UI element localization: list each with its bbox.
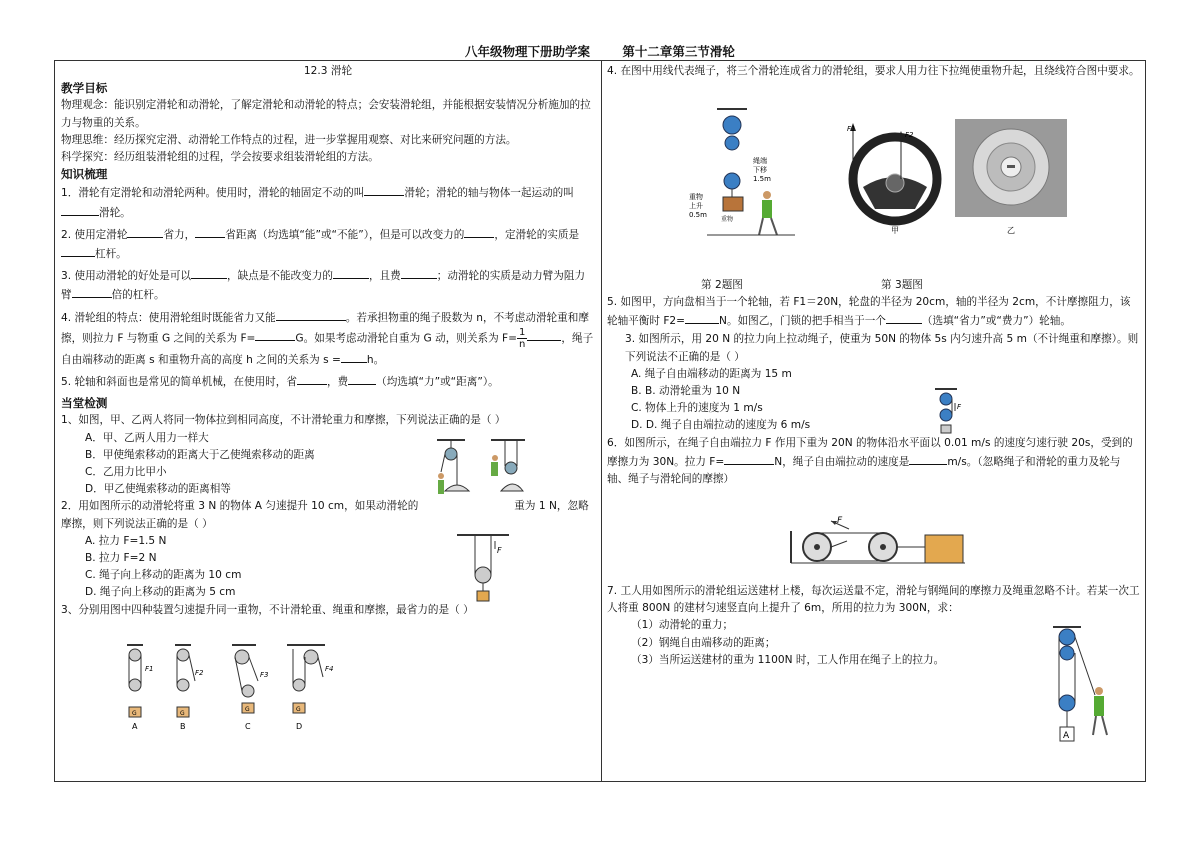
k3-text-d: ；动滑轮的实质是动力臂为阻力臂 <box>61 270 586 302</box>
header-chapter: 第十二章第三节滑轮 <box>622 44 735 59</box>
force-label-f2: F2 <box>905 131 914 139</box>
q3b-option-c: C. 物体上升的速度为 1 m/s <box>631 402 763 415</box>
question-4: 4. 在图中用线代表绳子，将三个滑轮连成省力的滑轮组，要求人用力往下拉绳使重物升起，且绕线符合图中要求。 <box>607 65 1140 77</box>
question-7: 7. 工人用如图所示的滑轮组运送建材上楼，每次运送量不定，滑轮与钢绳间的摩擦力及绳重忽略不计。若某一次工人将重 800N 的建材匀速竖直向上提升了 6m，所用的拉力为 300N，求： <box>607 585 1140 615</box>
right-column <box>607 63 1141 80</box>
k4-text-c: G。如果考虑动滑轮自重为 G 动，则关系为 F= <box>295 332 518 345</box>
blank-field[interactable] <box>61 203 99 216</box>
fig2-label: 1.5m <box>753 175 771 183</box>
fig-q3b-pulley <box>931 387 971 437</box>
k5-text-b: ，费 <box>326 376 349 389</box>
label-a: A <box>132 722 138 731</box>
k3-text-b: ，缺点是不能改变力的 <box>227 270 333 283</box>
q5-text-a: 5. 如图甲，方向盘相当于一个轮轴，若 F1＝20N，轮盘的半径为 20cm，轴的半径为 2cm，不计摩擦阻力，该轮轴平衡时 F2= <box>607 296 1131 328</box>
k5-text-c: （均选填“力”或“距离”）。 <box>376 376 499 389</box>
blank-field[interactable] <box>195 225 225 238</box>
setup-c <box>232 645 268 731</box>
label-b: B <box>180 722 186 731</box>
q3-four-pulleys-figure <box>125 641 375 731</box>
k4-text-d: ，绳子自由端移动的距离 s 和重物升高的高度 h 之间的关系为 s = <box>61 332 594 366</box>
caption-fig2: 第 2题图 <box>701 279 743 291</box>
fig2-label: 下移 <box>753 166 767 174</box>
k2-text-a: 2. 使用定滑轮 <box>61 228 128 241</box>
q2-option-b: B. 拉力 F=2 N <box>85 552 157 565</box>
force-label-f1: F1 <box>847 125 856 133</box>
fig6-horizontal-pulley <box>787 513 967 571</box>
column-divider <box>601 61 602 781</box>
k2-text-d: ，定滑轮的实质是 <box>494 228 580 241</box>
q1-option-d: D．甲乙使绳索移动的距离相等 <box>85 483 231 496</box>
worksheet-frame <box>54 60 1146 782</box>
knowledge-2 <box>61 225 595 263</box>
fig2-label: 0.5m <box>689 211 707 219</box>
blank-field[interactable] <box>527 328 561 341</box>
q1-option-c: C．乙用力比甲小 <box>85 466 167 479</box>
test-heading: 当堂检测 <box>61 396 108 411</box>
q7-sub-3: （3）当所运送建材的重为 1100N 时，工人作用在绳子上的拉力。 <box>631 653 945 666</box>
k3-text-c: ，且费 <box>368 270 401 283</box>
caption-fig3: 第 3题图 <box>881 279 923 291</box>
q1-pulley-figure <box>433 436 533 506</box>
fig3-steering-wheel <box>845 117 955 237</box>
weight-label: G <box>180 710 185 717</box>
goals-heading: 教学目标 <box>61 81 108 96</box>
q2-text-b: 重为 1 N，忽略摩擦，则下列说法正确的是（ ） <box>61 500 589 530</box>
fig2-pulley-person <box>687 105 817 265</box>
blank-field[interactable] <box>72 285 112 298</box>
question-3: 3、分别用图中四种装置匀速提升同一重物，不计滑轮重、绳重和摩擦，最省力的是（ ） <box>61 603 474 616</box>
blank-field[interactable] <box>724 452 774 465</box>
fraction-denominator: n <box>519 338 526 350</box>
blank-field[interactable] <box>401 266 437 279</box>
k1-text-b: 滑轮；滑轮的轴与物体一起运动的叫 <box>404 187 574 200</box>
blank-field[interactable] <box>191 266 227 279</box>
q2-option-c: C. 绳子向上移动的距离为 10 cm <box>85 569 242 582</box>
label-c: C <box>245 722 251 731</box>
right-column-lower <box>607 294 1141 488</box>
q7-sub-1: （1）动滑轮的重力； <box>631 619 734 632</box>
q2-movable-pulley-figure <box>455 531 525 621</box>
k3-text-e: 倍的杠杆。 <box>111 289 165 302</box>
q3b-option-d: D. D. 绳子自由端拉动的速度为 6 m/s <box>631 419 811 432</box>
fig2-label: 上升 <box>689 202 703 210</box>
fig2-label: 重物 <box>721 216 734 223</box>
force-label-f2: F2 <box>195 669 204 677</box>
q6-text-a: 6．如图所示，在绳子自由端拉力 F 作用下重为 20N 的物体沿水平面以 0.01 m/s 的速度匀速行驶 20s，受到的摩擦力为 30N。拉力 F= <box>607 436 1133 468</box>
weight-label: G <box>296 706 301 713</box>
page-header <box>0 42 1200 60</box>
goal-1: 物理观念：能识别定滑轮和动滑轮，了解定滑轮和动滑轮的特点；会安装滑轮组，并能根据安装情况分析施加的拉力与物重的关系。 <box>61 99 591 129</box>
q7-sub-2: （2）钢绳自由端移动的距离； <box>631 636 776 649</box>
q6-text-c: m/s。（忽略绳子和滑轮的重力及轮与轴、绳子与滑轮间的摩擦） <box>607 455 1121 486</box>
question-6 <box>607 435 1141 489</box>
k2-text-c: 省距离（均选填“能”或“不能”），但是可以改变力的 <box>225 228 465 241</box>
blank-field[interactable] <box>333 266 369 279</box>
k2-text-e: 杠杆。 <box>95 248 127 261</box>
question-3b: 3. 如图所示，用 20 N 的拉力向上拉动绳子，使重为 50N 的物体 5s 内匀速升高 5 m（不计绳重和摩擦）。则下列说法不正确的是（ ） <box>625 333 1139 363</box>
fig3-door-knob <box>955 119 1067 235</box>
q1-option-b: B．甲使绳索移动的距离大于乙使绳索移动的距离 <box>85 448 315 461</box>
knowledge-5 <box>61 372 595 391</box>
q6-text-b: N，绳子自由端拉动的速度是 <box>774 455 910 468</box>
blank-field[interactable] <box>886 311 922 324</box>
force-label-f: F <box>837 516 843 526</box>
fig7-pulley-worker <box>1047 623 1117 747</box>
force-label-f1: F1 <box>145 665 154 673</box>
k4-text-a: 4. 滑轮组的特点：使用滑轮组时既能省力又能 <box>61 311 276 324</box>
blank-field[interactable] <box>127 225 163 238</box>
weight-label: G <box>245 706 250 713</box>
q3b-option-a: A. 绳子自由端移动的距离为 15 m <box>631 367 792 380</box>
goal-3: 科学探究：经历组装滑轮组的过程，学会按要求组装滑轮组的方法。 <box>61 151 379 164</box>
blank-field[interactable] <box>348 372 376 385</box>
blank-field[interactable] <box>341 350 367 363</box>
q2-text-a: 2．用如图所示的动滑轮将重 3 N 的物体 A 匀速提升 10 cm，如果动滑轮的 <box>61 500 419 513</box>
q5-text-b: N。如图乙，门锁的把手相当于一个 <box>719 315 886 328</box>
fig2-label: 绳端 <box>753 157 767 165</box>
setup-d <box>287 645 333 731</box>
blank-field[interactable] <box>276 308 346 321</box>
fraction-one-over-n <box>517 327 527 350</box>
blank-field[interactable] <box>61 244 95 257</box>
k4-text-e: h。 <box>366 353 385 366</box>
q1-option-a: A．甲、乙两人用力一样大 <box>85 431 209 444</box>
goal-2: 物理思维：经历探究定滑、动滑轮工作特点的过程，进一步掌握用观察、对比来研究问题的方法。 <box>61 133 517 146</box>
question-5 <box>607 294 1141 330</box>
q5-text-c: （选填“省力”或“费力”）轮轴。 <box>921 315 1071 328</box>
k1-text-c: 滑轮。 <box>99 206 131 219</box>
header-title: 八年级物理下册助学案 <box>465 44 591 59</box>
fig3-yi-label: 乙 <box>1007 226 1015 235</box>
knowledge-3 <box>61 266 595 304</box>
k4-text-b: 。若承担物重的绳子股数为 n，不考虑动滑轮重和摩擦，则拉力 F 与物重 G 之间的关系为 F= <box>61 311 589 345</box>
fraction-numerator: 1 <box>519 326 526 338</box>
blank-field[interactable] <box>685 311 719 324</box>
k3-text-a: 3. 使用动滑轮的好处是可以 <box>61 270 192 283</box>
blank-field[interactable] <box>297 372 327 385</box>
k5-text-a: 5. 轮轴和斜面也是常见的简单机械，在使用时，省 <box>61 376 297 389</box>
knowledge-heading: 知识梳理 <box>61 167 108 182</box>
blank-field[interactable] <box>909 452 947 465</box>
knowledge-1 <box>61 183 595 221</box>
setup-a <box>127 645 153 731</box>
q3b-option-b: B. B. 动滑轮重为 10 N <box>631 385 741 398</box>
blank-field[interactable] <box>464 225 494 238</box>
fig2-label: 重物 <box>689 193 703 201</box>
force-label-f4: F4 <box>325 665 334 673</box>
q2-option-d: D. 绳子向上移动的距离为 5 cm <box>85 586 236 599</box>
q2-option-a: A. 拉力 F=1.5 N <box>85 534 167 547</box>
label-d: D <box>296 722 303 731</box>
k2-text-b: 省力， <box>163 228 196 241</box>
k1-text-a: 1．滑轮有定滑轮和动滑轮两种。使用时，滑轮的轴固定不动的叫 <box>61 187 365 200</box>
blank-field[interactable] <box>364 183 404 196</box>
fig7-load-label: A <box>1063 731 1070 741</box>
force-label-f3: F3 <box>260 671 269 679</box>
fig3-jia-label: 甲 <box>891 226 899 235</box>
knowledge-4 <box>61 308 595 369</box>
weight-label: G <box>132 710 137 717</box>
force-label-f: F <box>957 403 962 411</box>
lesson-title: 12.3 滑轮 <box>303 65 353 77</box>
q2-force-label: F <box>497 546 502 555</box>
setup-b <box>175 645 204 731</box>
blank-field[interactable] <box>255 328 295 341</box>
question-1: 1、如图，甲、乙两人将同一物体拉到相同高度，不计滑轮重力和摩擦，下列说法正确的是（ ） <box>61 414 506 427</box>
